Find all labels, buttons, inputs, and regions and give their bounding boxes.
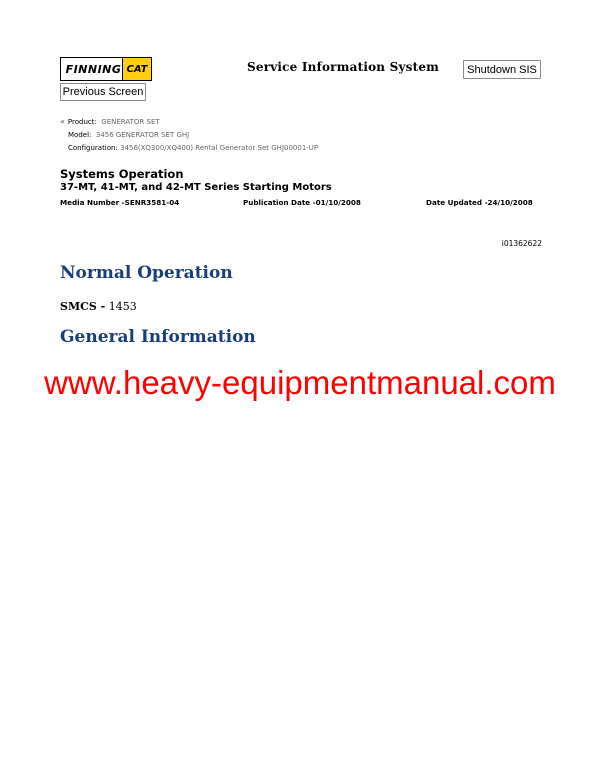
configuration-line — [68, 143, 318, 153]
product-label: Product: — [67, 118, 97, 126]
model-value: 3456 GENERATOR SET GHJ — [95, 131, 190, 139]
sis-title: Service Information System — [247, 60, 440, 74]
smcs-value: 1453 — [108, 300, 137, 313]
model-line — [68, 130, 189, 140]
cat-logo-mark: CAT — [122, 58, 151, 80]
configuration-value: 3456(XQ300/XQ400) Rental Generator Set GHJ00001-UP — [120, 144, 319, 152]
smcs-line — [60, 300, 137, 313]
logo-text: FINNING — [65, 62, 122, 76]
model-label: Model: — [68, 131, 92, 139]
document-subtitle: 37-MT, 41-MT, and 42-MT Series Starting Motors — [60, 182, 332, 193]
smcs-label: SMCS - — [60, 300, 106, 313]
watermark-url: www.heavy-equipmentmanual.com — [44, 364, 556, 401]
previous-screen-button[interactable]: Previous Screen — [60, 83, 146, 101]
publication-date: Publication Date -01/10/2008 — [243, 198, 361, 207]
heading-normal-operation: Normal Operation — [60, 263, 233, 283]
section-title: Systems Operation — [60, 167, 184, 181]
media-number: Media Number -SENR3581-04 — [60, 198, 180, 207]
finning-cat-logo — [60, 57, 152, 81]
configuration-label: Configuration: — [68, 144, 118, 152]
product-value: GENERATOR SET — [101, 118, 160, 126]
reference-id: i01362622 — [501, 239, 542, 248]
double-chevron-left-icon[interactable]: « — [60, 117, 65, 126]
product-line — [60, 117, 160, 127]
shutdown-sis-button[interactable]: Shutdown SIS — [463, 60, 541, 79]
date-updated: Date Updated -24/10/2008 — [426, 198, 533, 207]
heading-general-information: General Information — [60, 327, 256, 347]
